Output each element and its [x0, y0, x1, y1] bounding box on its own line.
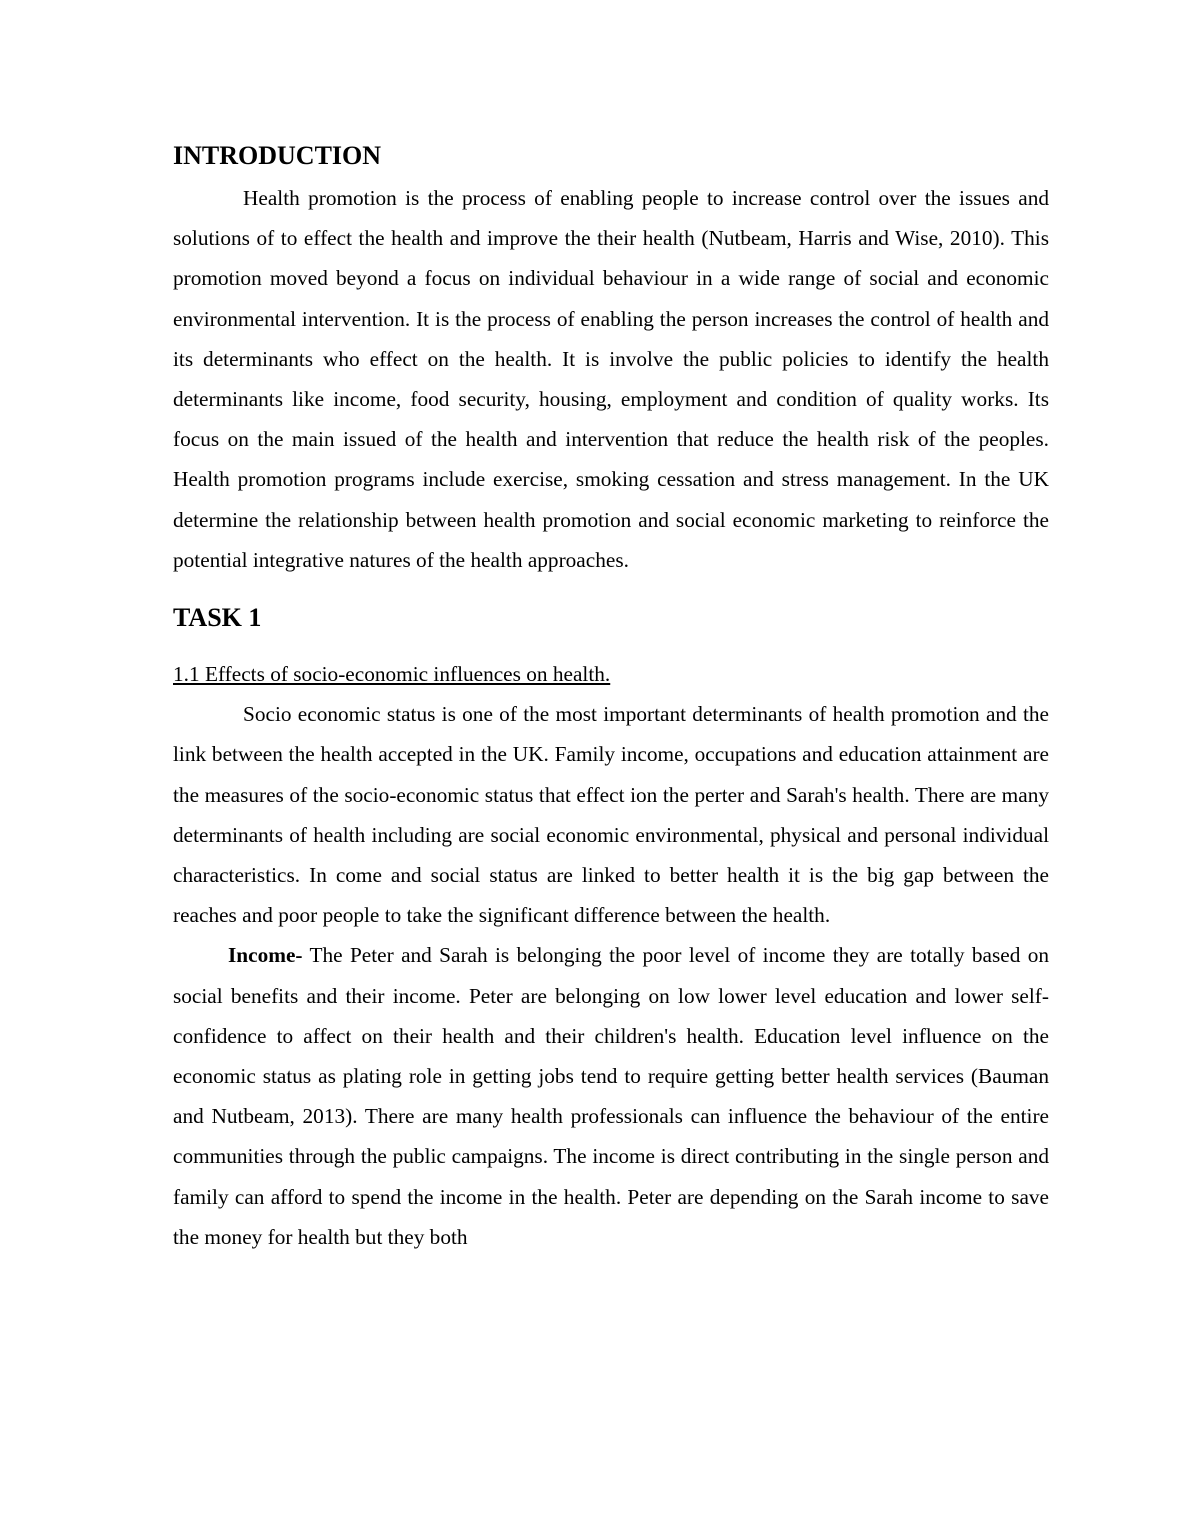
task1-paragraph-socio-economic: Socio economic status is one of the most important determinants of health promotion and the link between the health accepted in the UK. Family income, occupations and education attainment are the measures of the socio-economic status that effect ion the perter and Sarah's health. There are many determinants of health including are social economic environmental, physical and personal individual characteristics. In come and social status are linked to better health it is the big gap between the reaches and poor people to take the significant difference between the health.	[173, 702, 1049, 928]
task1-paragraph-income	[173, 935, 1049, 1257]
income-paragraph-text: The Peter and Sarah is belonging the poor level of income they are totally based on social benefits and their income. Peter are belonging on low lower level education and lower self-confidence to affect on their health and their children's health. Education level influence on the economic status as plating role in getting jobs tend to require getting better health services (Bauman and Nutbeam, 2013). There are many health professionals can influence the behaviour of the entire communities through the public campaigns. The income is direct contributing in the single person and family can afford to spend the income in the health. Peter are depending on the Sarah income to save the money for health but they both	[173, 943, 1049, 1249]
document-page	[173, 138, 1049, 1257]
income-label: Income-	[228, 943, 303, 968]
introduction-heading: INTRODUCTION	[173, 141, 382, 170]
task1-subheading: 1.1 Effects of socio-economic influences on health.	[173, 662, 611, 687]
introduction-paragraph: Health promotion is the process of enabling people to increase control over the issues and solutions of to effect the health and improve the their health (Nutbeam, Harris and Wise, 2010). This promotion moved beyond a focus on individual behaviour in a wide range of social and economic environmental intervention. It is the process of enabling the person increases the control of health and its determinants who effect on the health. It is involve the public policies to identify the health determinants like income, food security, housing, employment and condition of quality works. Its focus on the main issued of the health and intervention that reduce the health risk of the peoples. Health promotion programs include exercise, smoking cessation and stress management. In the UK determine the relationship between health promotion and social economic marketing to reinforce the potential integrative natures of the health approaches.	[173, 186, 1049, 572]
task1-heading: TASK 1	[173, 603, 262, 633]
